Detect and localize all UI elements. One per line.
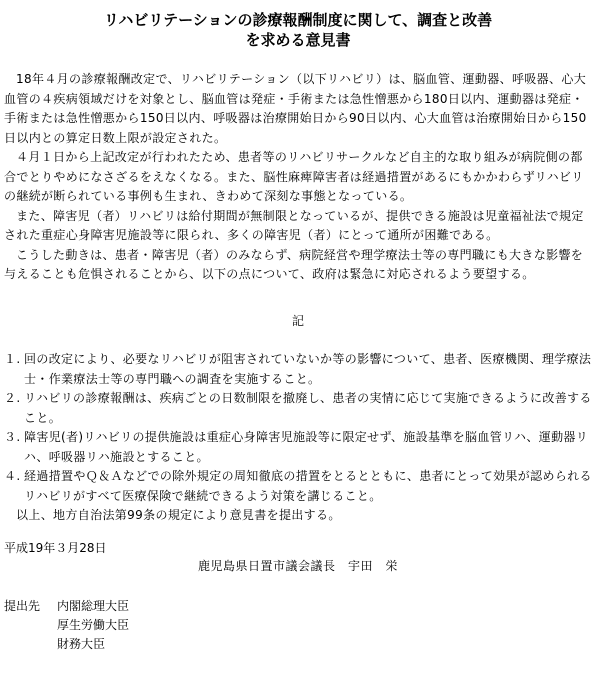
recipients-label: 提出先 bbox=[4, 599, 41, 613]
document-title bbox=[0, 0, 596, 50]
item-text: リハビリの診療報酬は、疾病ごとの日数制限を撤廃し、患者の実情に応じて実施できるように改善すること。 bbox=[24, 391, 592, 425]
title-line-1: リハビリテーションの診療報酬制度に関して、調査と改善 bbox=[103, 11, 493, 29]
body-paragraph-3: また、障害児（者）リハビリは給付期間が無制限となっているが、提供できる施設は児童福祉法で規定された重症心身障害児施設等に限られ、多くの障害児（者）にとって通所が困難である。 bbox=[4, 208, 584, 242]
recipient-1: 内閣総理大臣 bbox=[57, 599, 130, 613]
recipient-3: 財務大臣 bbox=[57, 637, 106, 651]
request-items bbox=[4, 350, 594, 526]
body-paragraph-4: こうした動きは、患者・障害児（者）のみならず、病院経営や理学療法士等の専門職にも大きな影響を与えることも危惧されることから、以下の点について、政府は緊急に対応されるよう要望する。 bbox=[4, 247, 584, 281]
item-number: ２. bbox=[4, 391, 21, 405]
item-text: 経過措置やＱ＆Ａなどでの除外規定の周知徹底の措置をとるとともに、患者にとって効果が認められるリハビリがすべて医療保険で継続できるよう対策を講じること。 bbox=[24, 469, 592, 503]
item-text: 障害児(者)リハビリの提供施設は重症心身障害児施設等に限定せず、施設基準を脳血管リハ、運動器リハ、呼吸器リハ施設とすること。 bbox=[24, 430, 589, 464]
item-number: ４. bbox=[4, 469, 21, 483]
request-item-2 bbox=[4, 389, 594, 428]
closing-statement: 以上、地方自治法第99条の規定により意見書を提出する。 bbox=[16, 508, 341, 522]
document-body bbox=[4, 70, 594, 285]
item-number: ３. bbox=[4, 430, 21, 444]
recipient-row bbox=[4, 635, 129, 654]
item-number: １. bbox=[4, 352, 21, 366]
recipient-2: 厚生労働大臣 bbox=[57, 618, 130, 632]
recipients-block bbox=[4, 597, 129, 654]
body-paragraph-2: ４月１日から上記改定が行われたため、患者等のリハビリサークルなど自主的な取り組みが病院側の都合でとりやめになさざるをえなくなる。また、脳性麻痺障害者は経過措置があるにもかかわらずリハビリの継続が断られている事例も生まれ、きわめて深刻な事態となっている。 bbox=[4, 150, 584, 203]
item-text: 回の改定により、必要なリハビリが阻害されていないか等の影響について、患者、医療機関、理学療法士・作業療法士等の専門職への調査を実施すること。 bbox=[24, 352, 592, 386]
signer: 鹿児島県日置市議会議長 宇田 栄 bbox=[197, 559, 398, 573]
ki-heading: 記 bbox=[291, 314, 304, 328]
body-paragraph-1: 18年４月の診療報酬改定で、リハビリテーション（以下リハビリ）は、脳血管、運動器、呼吸器、心大血管の４疾病領域だけを対象とし、脳血管は発症・手術または急性憎悪から180日以内、運動器は発症・手術または急性憎悪から150日以内、呼吸器は治療開始日から90日以内、心大血管は治療開始日から150日以内との算定日数上限が設定された。 bbox=[4, 72, 587, 145]
request-item-4 bbox=[4, 467, 594, 506]
title-line-2: を求める意見書 bbox=[245, 31, 351, 49]
recipient-row bbox=[4, 597, 129, 616]
request-item-3 bbox=[4, 428, 594, 467]
document-date: 平成19年３月28日 bbox=[4, 541, 107, 555]
request-item-1 bbox=[4, 350, 594, 389]
recipient-row bbox=[4, 616, 129, 635]
